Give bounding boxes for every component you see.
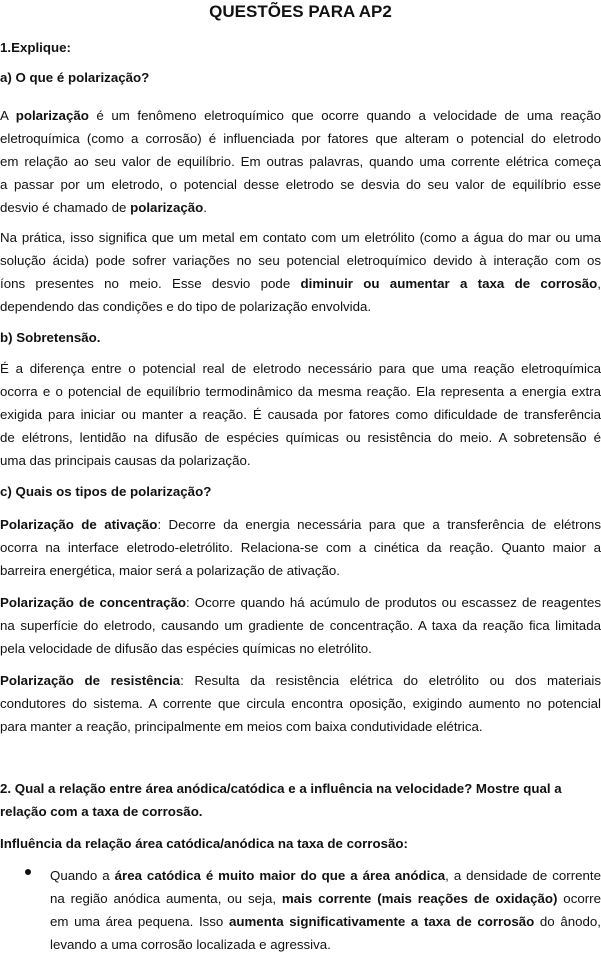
question-1a-heading: a) O que é polarização?: [0, 70, 150, 85]
paragraph-line: a passar por um eletrodo, o potencial desse eletrodo se desvia do seu valor de equilíbrio esse: [0, 177, 601, 192]
paragraph-line: Polarização de resistência: Resulta da resistência elétrica do eletrólito ou dos materiais: [0, 673, 601, 688]
paragraph-line: na superfície do eletrodo, causando um gradiente de concentração. A taxa da reação fica limitada: [0, 618, 601, 633]
paragraph-line: É a diferença entre o potencial real de eletrodo necessário para que uma reação eletroquímica: [0, 361, 601, 376]
paragraph-line: desvio é chamado de polarização.: [0, 200, 207, 215]
paragraph-line: ocorra e o potencial de equilíbrio termodinâmico da mesma reação. Ela representa a energia extra: [0, 384, 601, 399]
paragraph-line: de elétrons, lentidão na difusão de espécies químicas ou resistência do meio. A sobretensão é: [0, 430, 601, 445]
paragraph-line: solução ácida) pode sofrer variações no seu potencial eletroquímico devido à interação com os: [0, 253, 601, 268]
paragraph-line: íons presentes no meio. Esse desvio pode diminuir ou aumentar a taxa de corrosão,: [0, 276, 601, 291]
paragraph-line: pela velocidade de difusão das espécies químicas no eletrólito.: [0, 641, 372, 656]
list-item-line: levando a uma corrosão localizada e agressiva.: [50, 937, 331, 952]
paragraph-line: ocorra na interface eletrodo-eletrólito. Relaciona-se com a cinética da reação. Quanto maior a: [0, 540, 601, 555]
paragraph-line: exigida para iniciar ou manter a reação. É causada por fatores como dificuldade de transferência: [0, 407, 601, 422]
list-item-line: em uma área pequena. Isso aumenta significativamente a taxa de corrosão do ânodo,: [50, 914, 601, 929]
question-2-heading: relação com a taxa de corrosão.: [0, 804, 203, 819]
list-item-line: na região anódica aumenta, ou seja, mais corrente (mais reações de oxidação) ocorre: [50, 891, 601, 906]
paragraph-line: condutores do sistema. A corrente que circula encontra oposição, exigindo aumento no potencial: [0, 696, 601, 711]
paragraph-line: A polarização é um fenômeno eletroquímico que ocorre quando a velocidade de uma reação: [0, 108, 601, 123]
section-subheading: Influência da relação área catódica/anódica na taxa de corrosão:: [0, 836, 408, 851]
page-title: QUESTÕES PARA AP2: [209, 2, 392, 21]
paragraph-line: em relação ao seu valor de equilíbrio. Em outras palavras, quando uma corrente elétrica começa: [0, 154, 601, 169]
paragraph-line: dependendo das condições e do tipo de polarização envolvida.: [0, 299, 372, 314]
question-1b-heading: b) Sobretensão.: [0, 330, 101, 345]
bullet-icon: [25, 869, 31, 875]
question-1c-heading: c) Quais os tipos de polarização?: [0, 484, 212, 499]
paragraph-line: barreira energética, maior será a polarização de ativação.: [0, 563, 340, 578]
paragraph-line: eletroquímica (como a corrosão) é influenciada por fatores que alteram o potencial do eletrodo: [0, 131, 601, 146]
question-1-heading: 1.Explique:: [0, 40, 71, 55]
paragraph-line: uma das principais causas da polarização.: [0, 453, 251, 468]
paragraph-line: Polarização de ativação: Decorre da energia necessária para que a transferência de elétrons: [0, 517, 601, 532]
list-item-line: Quando a área catódica é muito maior do que a área anódica, a densidade de corrente: [50, 868, 601, 883]
paragraph-line: Polarização de concentração: Ocorre quando há acúmulo de produtos ou escassez de reagentes: [0, 595, 601, 610]
question-2-heading: 2. Qual a relação entre área anódica/catódica e a influência na velocidade? Mostre qual a: [0, 781, 562, 796]
paragraph-line: para manter a reação, principalmente em meios com baixa condutividade elétrica.: [0, 719, 483, 734]
paragraph-line: Na prática, isso significa que um metal em contato com um eletrólito (como a água do mar ou uma: [0, 230, 601, 245]
